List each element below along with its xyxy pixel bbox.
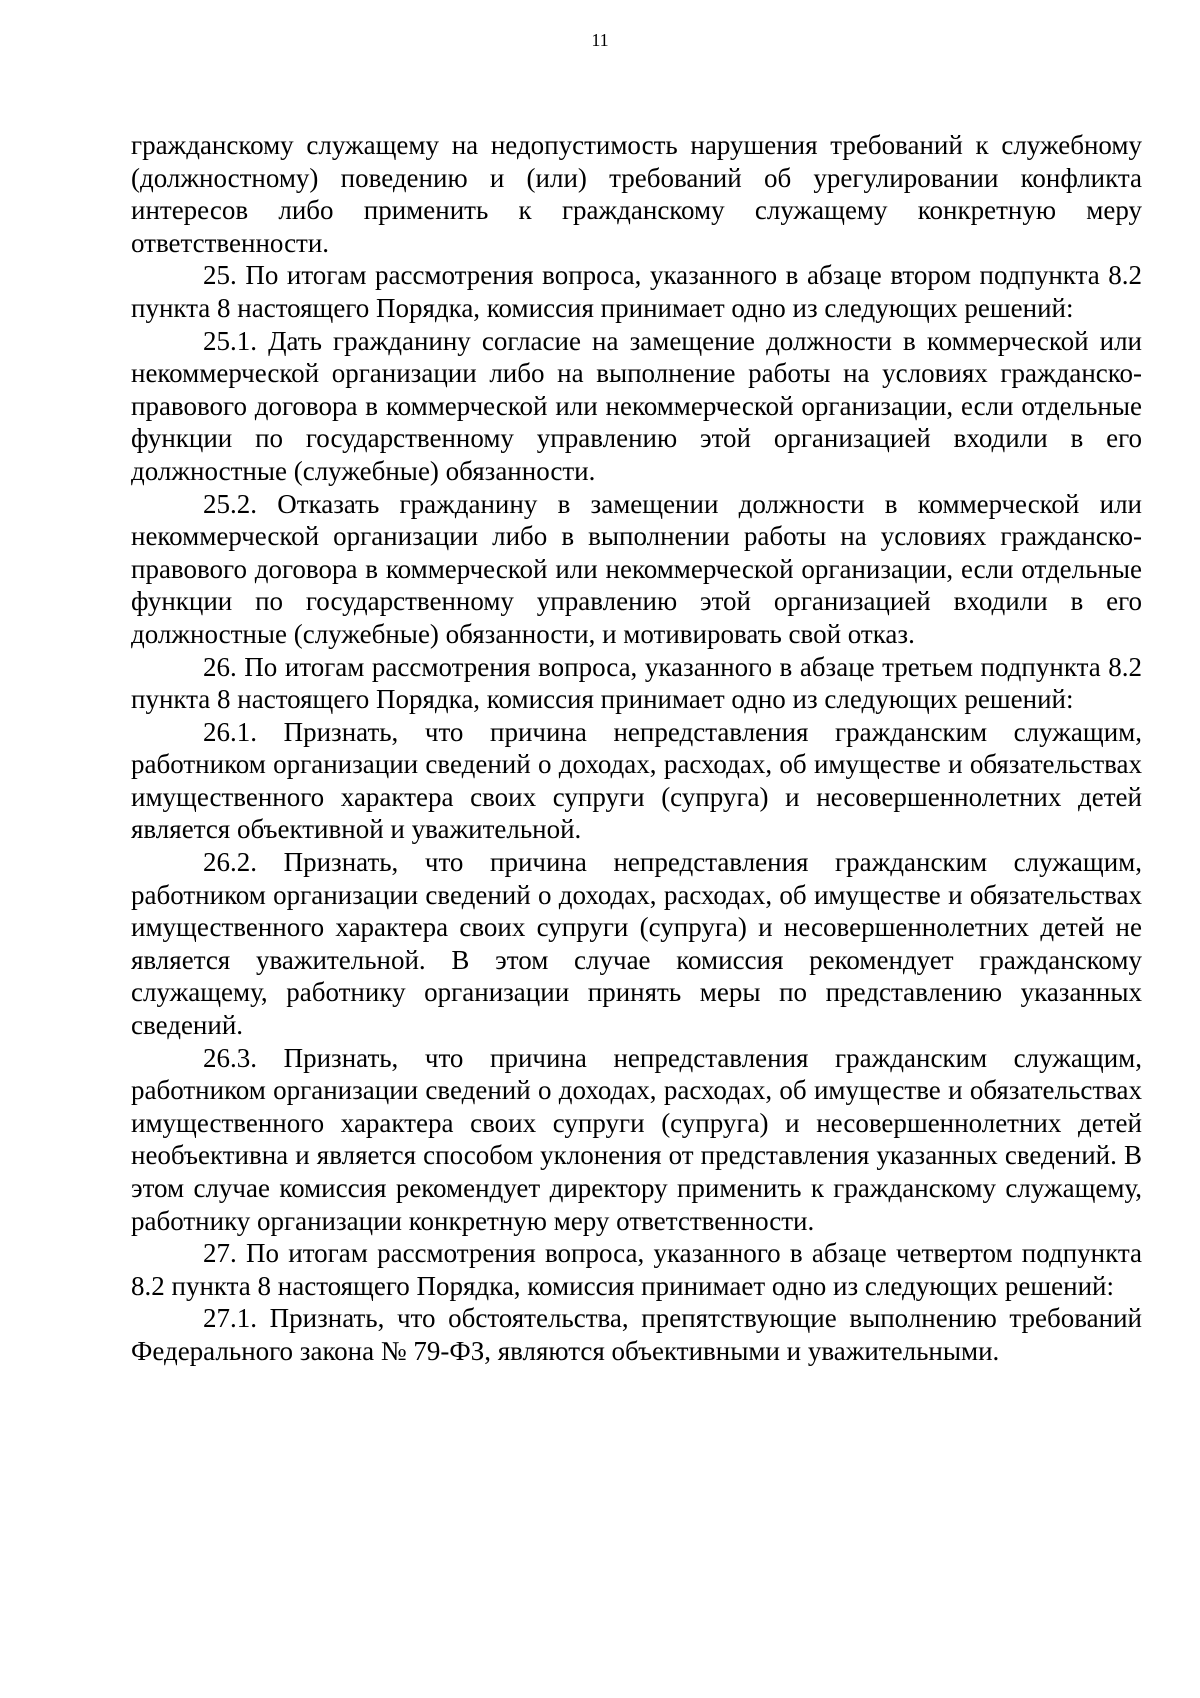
paragraph-26-3: 26.3. Признать, что причина непредставления гражданским служащим, работником организации сведений о доходах, расходах, об имуществе и обязательствах имущественного характера своих супруги (супруга) и несовершеннолетних детей необъективна и является способом уклонения от представления указанных сведений. В этом случае комиссия рекомендует директору применить к гражданскому служащему, работнику организации конкретную меру ответственности.	[131, 1042, 1142, 1236]
paragraph-continuation: гражданскому служащему на недопустимость нарушения требований к служебному (должностному) поведению и (или) требований об урегулировании конфликта интересов либо применить к гражданскому служащему конкретную меру ответственности.	[131, 130, 1142, 258]
paragraph-26-1: 26.1. Признать, что причина непредставления гражданским служащим, работником организации сведений о доходах, расходах, об имуществе и обязательствах имущественного характера своих супруги (супруга) и несовершеннолетних детей является объективной и уважительной.	[131, 716, 1142, 845]
paragraph-27: 27. По итогам рассмотрения вопроса, указанного в абзаце четвертом подпункта 8.2 пункта 8 настоящего Порядка, комиссия принимает одно из следующих решений:	[131, 1238, 1142, 1301]
paragraph-25-2: 25.2. Отказать гражданину в замещении должности в коммерческой или некоммерческой организации либо в выполнении работы на условиях гражданско-правового договора в коммерческой или некоммерческой организации, если отдельные функции по государственному управлению этой организацией входили в его должностные (служебные) обязанности, и мотивировать свой отказ.	[131, 488, 1142, 649]
paragraph-26: 26. По итогам рассмотрения вопроса, указанного в абзаце третьем подпункта 8.2 пункта 8 настоящего Порядка, комиссия принимает одно из следующих решений:	[131, 651, 1142, 715]
paragraph-26-2: 26.2. Признать, что причина непредставления гражданским служащим, работником организации сведений о доходах, расходах, об имуществе и обязательствах имущественного характера своих супруги (супруга) и несовершеннолетних детей не является уважительной. В этом случае комиссия рекомендует гражданскому служащему, работнику организации принять меры по представлению указанных сведений.	[131, 847, 1142, 1041]
document-body	[131, 129, 1142, 1368]
paragraph-25: 25. По итогам рассмотрения вопроса, указанного в абзаце втором подпункта 8.2 пункта 8 настоящего Порядка, комиссия принимает одно из следующих решений:	[131, 260, 1142, 323]
page-number: 11	[591, 30, 609, 50]
paragraph-25-1: 25.1. Дать гражданину согласие на замещение должности в коммерческой или некоммерческой организации либо на выполнение работы на условиях гражданско-правового договора в коммерческой или некоммерческой организации, если отдельные функции по государственному управлению этой организацией входили в его должностные (служебные) обязанности.	[131, 325, 1142, 486]
paragraph-27-1: 27.1. Признать, что обстоятельства, препятствующие выполнению требований Федерального закона № 79-ФЗ, являются объективными и уважительными.	[131, 1303, 1142, 1366]
